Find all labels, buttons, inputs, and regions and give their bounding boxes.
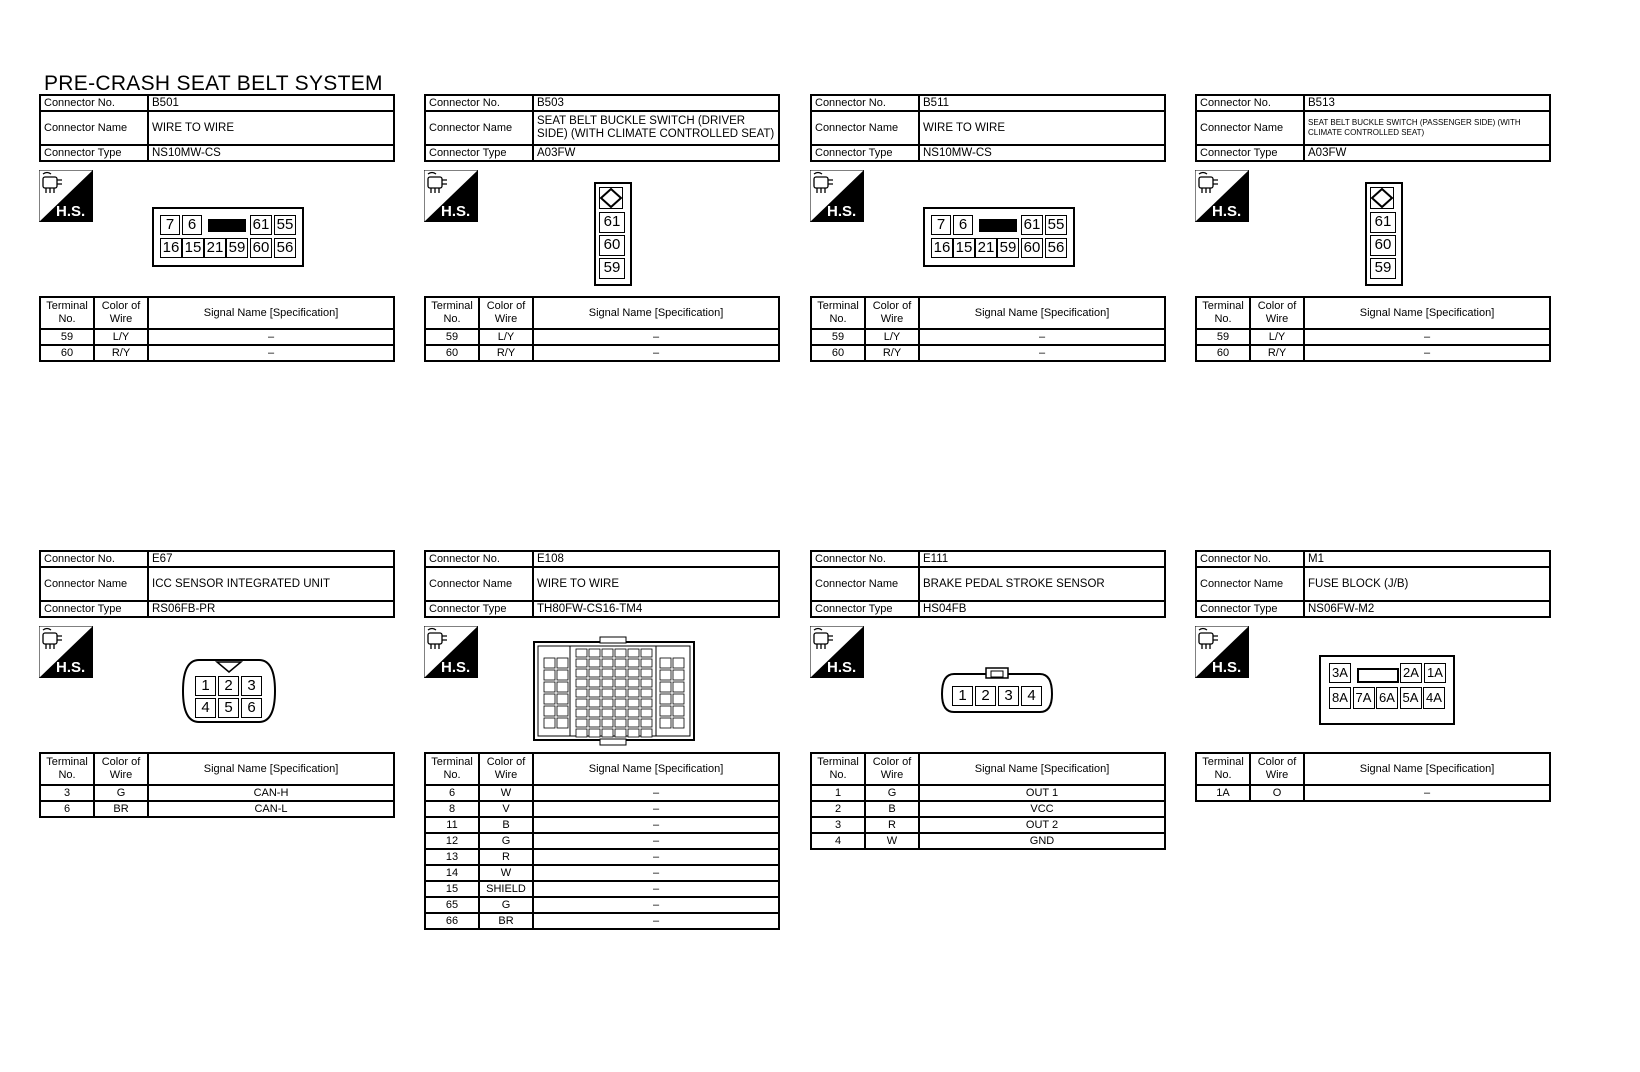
wire-color-cell: R/Y	[865, 345, 919, 361]
wire-color-cell: W	[479, 865, 533, 881]
connector-block-m1	[1195, 550, 1551, 950]
cavity: 59	[997, 238, 1019, 258]
terminal-no-cell: 2	[811, 801, 865, 817]
cavity: 1	[952, 686, 973, 706]
cavity: 2	[975, 686, 996, 706]
connector-type-value: A03FW	[533, 145, 779, 161]
connector-name-label: Connector Name	[40, 111, 148, 145]
cavity: 16	[931, 238, 953, 258]
terminal-no-cell: 4	[811, 833, 865, 849]
terminal-table	[1195, 296, 1551, 362]
table-row	[811, 833, 1165, 849]
harness-side-icon	[810, 626, 864, 678]
connector-name-value: FUSE BLOCK (J/B)	[1304, 567, 1550, 601]
table-row	[425, 897, 779, 913]
signal-name-cell: –	[533, 833, 779, 849]
terminal-no-header: Terminal No.	[40, 297, 94, 329]
connector-block-e108	[424, 550, 780, 950]
hs-label: H.S.	[56, 659, 86, 676]
connector-no-value: B511	[919, 95, 1165, 111]
connector-name-value: SEAT BELT BUCKLE SWITCH (PASSENGER SIDE) (WITH CLIMATE CONTROLLED SEAT)	[1304, 111, 1550, 145]
wire-color-cell: O	[1250, 785, 1304, 801]
connector-name-value: ICC SENSOR INTEGRATED UNIT	[148, 567, 394, 601]
signal-name-cell: –	[533, 785, 779, 801]
terminal-no-cell: 12	[425, 833, 479, 849]
signal-name-cell: –	[533, 849, 779, 865]
connector-type-label: Connector Type	[811, 601, 919, 617]
table-row	[811, 329, 1165, 345]
wire-color-cell: B	[865, 801, 919, 817]
wire-color-header: Color of Wire	[479, 753, 533, 785]
connector-no-value: M1	[1304, 551, 1550, 567]
cavity: 7A	[1353, 687, 1375, 709]
table-row	[811, 817, 1165, 833]
cavity: 3A	[1329, 663, 1351, 683]
cavity: 55	[1045, 215, 1067, 235]
table-row	[425, 865, 779, 881]
connector-no-value: E67	[148, 551, 394, 567]
table-row	[1196, 345, 1550, 361]
wire-color-cell: R/Y	[94, 345, 148, 361]
cavity: 7	[160, 215, 180, 235]
connector-no-value: E111	[919, 551, 1165, 567]
connector-type-value: NS10MW-CS	[148, 145, 394, 161]
connector-no-label: Connector No.	[40, 95, 148, 111]
connector-block-b511	[810, 94, 1166, 494]
connector-type-value: NS10MW-CS	[919, 145, 1165, 161]
connector-face-ns10	[152, 207, 304, 267]
table-row	[40, 329, 394, 345]
signal-name-cell: –	[533, 913, 779, 929]
hs-label: H.S.	[827, 659, 857, 676]
terminal-no-cell: 66	[425, 913, 479, 929]
signal-name-cell: –	[533, 801, 779, 817]
connector-type-label: Connector Type	[1196, 145, 1304, 161]
connector-no-label: Connector No.	[811, 551, 919, 567]
table-row	[811, 801, 1165, 817]
table-row	[1196, 785, 1550, 801]
terminal-no-cell: 60	[40, 345, 94, 361]
harness-side-icon	[424, 626, 478, 678]
wire-color-cell: W	[865, 833, 919, 849]
connector-info-table	[424, 94, 780, 162]
wire-color-cell: W	[479, 785, 533, 801]
connector-type-label: Connector Type	[811, 145, 919, 161]
wire-color-cell: G	[94, 785, 148, 801]
terminal-no-cell: 6	[40, 801, 94, 817]
connector-info-table	[39, 94, 395, 162]
page-title: PRE-CRASH SEAT BELT SYSTEM	[44, 72, 383, 95]
connector-no-label: Connector No.	[1196, 551, 1304, 567]
terminal-no-cell: 3	[811, 817, 865, 833]
wire-color-header: Color of Wire	[94, 297, 148, 329]
signal-name-cell: –	[533, 329, 779, 345]
signal-name-cell: –	[1304, 785, 1550, 801]
hs-label: H.S.	[1212, 659, 1242, 676]
wire-color-header: Color of Wire	[479, 297, 533, 329]
table-row	[40, 801, 394, 817]
harness-side-icon	[39, 626, 93, 678]
signal-name-header: Signal Name [Specification]	[148, 753, 394, 785]
connector-info-table	[1195, 94, 1551, 162]
connector-block-b503	[424, 94, 780, 494]
signal-name-cell: –	[919, 329, 1165, 345]
terminal-no-cell: 60	[1196, 345, 1250, 361]
wire-color-header: Color of Wire	[1250, 297, 1304, 329]
signal-name-cell: –	[533, 817, 779, 833]
signal-name-header: Signal Name [Specification]	[1304, 753, 1550, 785]
connector-type-value: TH80FW-CS16-TM4	[533, 601, 779, 617]
terminal-table	[810, 752, 1166, 850]
signal-name-cell: –	[148, 345, 394, 361]
signal-name-cell: –	[148, 329, 394, 345]
table-row	[425, 913, 779, 929]
terminal-no-cell: 60	[811, 345, 865, 361]
wire-color-cell: R	[865, 817, 919, 833]
wire-color-cell: G	[865, 785, 919, 801]
cavity: 6	[953, 215, 973, 235]
connector-info-table	[810, 94, 1166, 162]
connector-name-value: BRAKE PEDAL STROKE SENSOR	[919, 567, 1165, 601]
wire-color-cell: BR	[479, 913, 533, 929]
terminal-no-cell: 60	[425, 345, 479, 361]
signal-name-cell: GND	[919, 833, 1165, 849]
connector-name-value: WIRE TO WIRE	[919, 111, 1165, 145]
terminal-no-cell: 3	[40, 785, 94, 801]
terminal-no-cell: 65	[425, 897, 479, 913]
connector-no-value: E108	[533, 551, 779, 567]
wire-color-cell: G	[479, 897, 533, 913]
connector-face-a03	[594, 182, 632, 286]
table-row	[425, 785, 779, 801]
connector-block-e111	[810, 550, 1166, 950]
table-row	[40, 785, 394, 801]
cavity: 7	[931, 215, 951, 235]
signal-name-cell: VCC	[919, 801, 1165, 817]
wire-color-header: Color of Wire	[865, 297, 919, 329]
signal-name-cell: –	[533, 345, 779, 361]
connector-name-label: Connector Name	[425, 111, 533, 145]
connector-name-label: Connector Name	[1196, 567, 1304, 601]
cavity: 6	[241, 698, 262, 718]
connector-info-table	[39, 550, 395, 618]
cavity: 56	[1045, 238, 1067, 258]
table-row	[425, 801, 779, 817]
hs-label: H.S.	[441, 203, 471, 220]
cavity: 59	[1370, 258, 1396, 279]
signal-name-header: Signal Name [Specification]	[533, 297, 779, 329]
wire-color-cell: L/Y	[479, 329, 533, 345]
wire-color-cell: R	[479, 849, 533, 865]
cavity: 59	[226, 238, 248, 258]
connector-type-label: Connector Type	[425, 601, 533, 617]
harness-side-icon	[424, 170, 478, 222]
signal-name-cell: OUT 2	[919, 817, 1165, 833]
table-row	[425, 833, 779, 849]
connector-face-th80	[532, 636, 696, 746]
cavity: 60	[250, 238, 272, 258]
connector-name-value: WIRE TO WIRE	[148, 111, 394, 145]
wire-color-header: Color of Wire	[865, 753, 919, 785]
wire-color-cell: L/Y	[865, 329, 919, 345]
signal-name-header: Signal Name [Specification]	[919, 753, 1165, 785]
wire-color-cell: R/Y	[1250, 345, 1304, 361]
terminal-no-header: Terminal No.	[1196, 297, 1250, 329]
connector-block-b513	[1195, 94, 1551, 494]
terminal-no-cell: 1A	[1196, 785, 1250, 801]
cavity: 6A	[1376, 687, 1398, 709]
cavity: 16	[160, 238, 182, 258]
cavity: 6	[182, 215, 202, 235]
signal-name-cell: –	[919, 345, 1165, 361]
signal-name-cell: –	[1304, 345, 1550, 361]
signal-name-cell: CAN-H	[148, 785, 394, 801]
terminal-no-header: Terminal No.	[811, 753, 865, 785]
table-row	[1196, 329, 1550, 345]
connector-face-ns06	[1319, 655, 1455, 725]
cavity: 4A	[1423, 687, 1445, 709]
signal-name-cell: OUT 1	[919, 785, 1165, 801]
connector-type-value: NS06FW-M2	[1304, 601, 1550, 617]
cavity: 21	[204, 238, 226, 258]
signal-name-header: Signal Name [Specification]	[148, 297, 394, 329]
cavity: 4	[195, 698, 216, 718]
wire-color-cell: L/Y	[1250, 329, 1304, 345]
connector-name-value: SEAT BELT BUCKLE SWITCH (DRIVER SIDE) (WITH CLIMATE CONTROLLED SEAT)	[533, 111, 779, 145]
terminal-no-header: Terminal No.	[425, 753, 479, 785]
terminal-no-header: Terminal No.	[40, 753, 94, 785]
signal-name-header: Signal Name [Specification]	[1304, 297, 1550, 329]
wire-color-header: Color of Wire	[1250, 753, 1304, 785]
terminal-no-cell: 14	[425, 865, 479, 881]
connector-name-label: Connector Name	[811, 567, 919, 601]
cavity: 2A	[1400, 663, 1422, 683]
terminal-no-cell: 59	[1196, 329, 1250, 345]
terminal-no-cell: 11	[425, 817, 479, 833]
connector-info-table	[424, 550, 780, 618]
cavity: 60	[1370, 235, 1396, 256]
cavity: 61	[599, 212, 625, 233]
connector-no-value: B501	[148, 95, 394, 111]
signal-name-header: Signal Name [Specification]	[533, 753, 779, 785]
connector-block-b501	[39, 94, 395, 494]
terminal-no-cell: 6	[425, 785, 479, 801]
signal-name-cell: CAN-L	[148, 801, 394, 817]
cavity: 2	[218, 676, 239, 696]
terminal-table	[810, 296, 1166, 362]
signal-name-cell: –	[1304, 329, 1550, 345]
connector-info-table	[810, 550, 1166, 618]
terminal-no-cell: 8	[425, 801, 479, 817]
terminal-table	[39, 296, 395, 362]
connector-name-label: Connector Name	[425, 567, 533, 601]
harness-side-icon	[39, 170, 93, 222]
terminal-table	[1195, 752, 1551, 802]
terminal-no-cell: 59	[425, 329, 479, 345]
terminal-no-header: Terminal No.	[811, 297, 865, 329]
hs-label: H.S.	[1212, 203, 1242, 220]
hs-label: H.S.	[56, 203, 86, 220]
terminal-table	[39, 752, 395, 818]
wire-color-cell: B	[479, 817, 533, 833]
connector-name-label: Connector Name	[1196, 111, 1304, 145]
connector-type-value: A03FW	[1304, 145, 1550, 161]
cavity: 61	[1370, 212, 1396, 233]
wire-color-cell: SHIELD	[479, 881, 533, 897]
connector-no-label: Connector No.	[811, 95, 919, 111]
connector-no-label: Connector No.	[425, 95, 533, 111]
table-row	[425, 817, 779, 833]
wire-color-cell: G	[479, 833, 533, 849]
connector-face-a03	[1365, 182, 1403, 286]
table-row	[425, 849, 779, 865]
cavity: 59	[599, 258, 625, 279]
connector-no-label: Connector No.	[425, 551, 533, 567]
signal-name-cell: –	[533, 881, 779, 897]
cavity: 21	[975, 238, 997, 258]
connector-name-label: Connector Name	[811, 111, 919, 145]
cavity: 5	[218, 698, 239, 718]
table-row	[425, 881, 779, 897]
cavity: 15	[182, 238, 204, 258]
table-row	[40, 345, 394, 361]
cavity: 8A	[1329, 687, 1351, 709]
cavity: 1A	[1424, 663, 1446, 683]
terminal-no-cell: 15	[425, 881, 479, 897]
terminal-no-cell: 59	[811, 329, 865, 345]
connector-name-label: Connector Name	[40, 567, 148, 601]
connector-no-value: B513	[1304, 95, 1550, 111]
table-row	[811, 345, 1165, 361]
hs-label: H.S.	[827, 203, 857, 220]
cavity: 56	[274, 238, 296, 258]
connector-block-e67	[39, 550, 395, 950]
connector-type-label: Connector Type	[40, 145, 148, 161]
cavity: 60	[1021, 238, 1043, 258]
wire-color-cell: L/Y	[94, 329, 148, 345]
hs-label: H.S.	[441, 659, 471, 676]
connector-info-table	[1195, 550, 1551, 618]
table-row	[425, 345, 779, 361]
wire-color-cell: V	[479, 801, 533, 817]
wire-color-cell: R/Y	[479, 345, 533, 361]
signal-name-cell: –	[533, 865, 779, 881]
terminal-table	[424, 296, 780, 362]
connector-type-label: Connector Type	[40, 601, 148, 617]
terminal-no-cell: 1	[811, 785, 865, 801]
cavity: 61	[250, 215, 272, 235]
cavity: 60	[599, 235, 625, 256]
connector-no-label: Connector No.	[40, 551, 148, 567]
cavity: 1	[195, 676, 216, 696]
harness-side-icon	[1195, 170, 1249, 222]
connector-no-label: Connector No.	[1196, 95, 1304, 111]
harness-side-icon	[810, 170, 864, 222]
connector-type-label: Connector Type	[425, 145, 533, 161]
table-row	[425, 329, 779, 345]
harness-side-icon	[1195, 626, 1249, 678]
terminal-table	[424, 752, 780, 930]
connector-no-value: B503	[533, 95, 779, 111]
cavity: 61	[1021, 215, 1043, 235]
terminal-no-header: Terminal No.	[425, 297, 479, 329]
wire-color-header: Color of Wire	[94, 753, 148, 785]
cavity: 15	[953, 238, 975, 258]
cavity: 3	[998, 686, 1019, 706]
cavity: 5A	[1400, 687, 1422, 709]
signal-name-cell: –	[533, 897, 779, 913]
cavity: 3	[241, 676, 262, 696]
wire-color-cell: BR	[94, 801, 148, 817]
terminal-no-header: Terminal No.	[1196, 753, 1250, 785]
cavity: 4	[1021, 686, 1042, 706]
connector-type-value: HS04FB	[919, 601, 1165, 617]
connector-type-value: RS06FB-PR	[148, 601, 394, 617]
table-row	[811, 785, 1165, 801]
connector-name-value: WIRE TO WIRE	[533, 567, 779, 601]
connector-type-label: Connector Type	[1196, 601, 1304, 617]
cavity: 55	[274, 215, 296, 235]
key-slot	[1357, 668, 1399, 683]
signal-name-header: Signal Name [Specification]	[919, 297, 1165, 329]
terminal-no-cell: 13	[425, 849, 479, 865]
terminal-no-cell: 59	[40, 329, 94, 345]
key-block	[208, 219, 246, 232]
key-block	[979, 219, 1017, 232]
connector-face-ns10	[923, 207, 1075, 267]
